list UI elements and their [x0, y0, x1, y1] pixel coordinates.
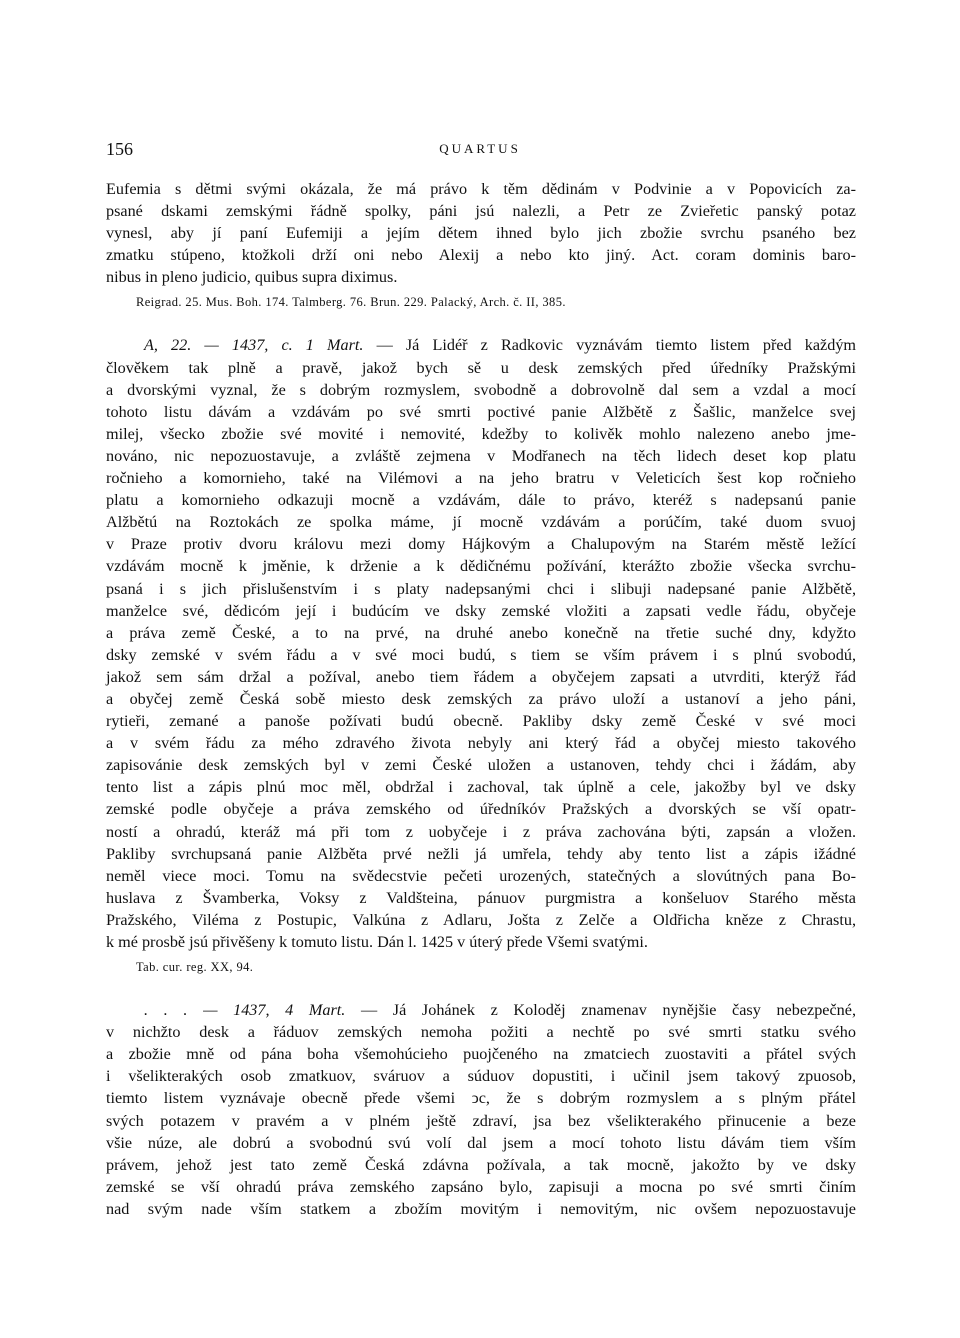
page-header — [106, 139, 854, 163]
text-line: Alžbětú na Roztokách ze spolka máme, jí mocně vzdávám a porúčím, také duom svuoj — [106, 513, 856, 532]
text-line: huslava z Švamberka, Voksy z Valdšteina, pánuov purgmistra a konšeluov Starého města — [106, 888, 856, 907]
text-line: a obyčej země Česká sobě miesto desk zemských za právo uloží a ustanoví a jeho páni, — [106, 689, 856, 708]
text-line: právem, jehož jest tato země Česká zdávna požívala, a tak mocně, jakožto by ve dsky — [106, 1155, 856, 1174]
text-line: v nichžto desk a řáduov zemských nemoha požiti a nechtě po své smrti statku svého — [106, 1023, 856, 1042]
entry-2-paragraph — [106, 334, 856, 953]
text-line: tento list a zápis plnú moc měl, obdržal i zachoval, tak úplně a cele, jakožby byl ve dsky — [106, 778, 856, 797]
text-line: neměl viece moci. Tomu na svědecstvie pečeti urozených, statečných a slovútných pana Bo- — [106, 866, 856, 885]
text-line: a v svém řádu za mého zdravého života nebyly ani který řád a obyčej miesto takového — [106, 734, 856, 753]
text-line: v Praze protiv dvoru královu mezi domy Hájkovým a Chalupovým na Starém městě ležící — [106, 535, 856, 554]
text-line: tiemto listem vyznávaje obecně přede všemi ↄc, že s dobrým rozmyslem a s plným přátel — [106, 1089, 856, 1108]
text-line: všie núze, ale dobrú a svobodnú svú volí dal jsem a mocí tohoto listu dávám tiem vším — [106, 1133, 856, 1152]
text-line: a dvorskými vyznal, že s dobrým rozmyslem, svobodně a dobrovolně dal sem a vzdal a mocí — [106, 380, 856, 399]
text-line: zemské se vší ohradú práva zemského zapsáno bylo, zapisuji a mocna po své smrti činím — [106, 1177, 856, 1196]
entry-2-heading: A, 22. — 1437, c. 1 Mart. — [144, 336, 364, 355]
text-line: nibus in pleno judicio, quibus supra diximus. — [106, 268, 398, 287]
text-line: zapisovánie desk zemských byl v zemi České uložen a ustanoven, tehdy chci i žádám, aby — [106, 756, 856, 775]
text-line: milej, všecko zbožie své movité i nemovité, kdežby to kolivěk mohlo nalezeno anebo jme- — [106, 424, 856, 443]
text-line: rytieři, zemané a panoše požívati budú obecně. Pakliby dsky země České v své moci — [106, 712, 856, 731]
entry-3-heading: . . . — 1437, 4 Mart. — [144, 1001, 346, 1020]
text-line: tohoto listu dávám a vzdávám po své smrti poctivé panie Alžbětě z Šašlic, manželce svej — [106, 402, 856, 421]
page-content — [106, 178, 856, 1220]
entry-3-paragraph — [106, 999, 856, 1220]
running-head: QUARTUS — [439, 141, 521, 156]
text-line: zmatku stúpeno, ktožkoli drží oni nebo Alexij a nebo kto jiný. Act. coram dominis baro- — [106, 246, 856, 265]
text-line: dsky zemské v svém řádu a v své moci budú, s tiem se vším právem i s plnú svobodú, — [106, 645, 856, 664]
entry-1-paragraph — [106, 178, 856, 288]
text-line: a zbožie mně od pána boha všemohúcieho puojčeného na zmatciech zuostaviti a přátel svých — [106, 1045, 856, 1064]
text-line: i všelikterakých osob zmatkuov, sváruov a súduov dopustiti, i učinil jsem takový zpuosob, — [106, 1067, 856, 1086]
text-line: Eufemia s dětmi svými okázala, že má právo k těm dědinám v Podvinie a v Popovicích za- — [106, 180, 856, 198]
text-line: svých potazem v pravém a v plném ještě zdraví, jsa bez všelikterakého přinucenie a beze — [106, 1111, 856, 1130]
page-number: 156 — [106, 139, 133, 159]
text-line: a práva země České, a to na prvé, na druhé anebo konečně na třetie suché dny, kdyžto — [106, 623, 856, 642]
text-line: jakož sem sám držal a požíval, anebo tiem řádem a obyčejem zapsati a utvrditi, kterýž řád — [106, 667, 856, 686]
text-line: nováno, nic nepozuostavuje, a zvláště zejmena v Modřanech na těch lidech deset kop platu — [106, 446, 856, 465]
text-line: psaná i s jich přislušenstvím i s platy nadepsanými chci i slibuji nadepsané panie Alžbětě, — [106, 579, 856, 598]
text-line: platu a komornieho odkazuji mocně a vzdávám, dále to právo, kteréž s nadepsanú panie — [106, 491, 856, 510]
text-line: nad svým nade vším statkem a zbožím movitým i nemovitým, nic ovšem nepozuostavuje — [106, 1199, 856, 1218]
text-line: Pražského, Viléma z Postupic, Valkúna z Adlaru, Jošta z Zelče a Oldřicha kněze z Chrastu, — [106, 910, 856, 929]
text-line: k mé prosbě jsú přivěšeny k tomuto listu. Dán l. 1425 v úterý přede Všemi svatými. — [106, 933, 648, 951]
text-line: vzdávám mocně k jměnie, k drženie a k dědičnému požívání, kterážto zbožie všecka svrchu- — [106, 557, 856, 576]
entry-3-first-line — [106, 999, 856, 1021]
text-line: ročnieho a komornieho, také na Vilémovi a na jeho bratru v Veleticích šest kop ročnieho — [106, 469, 856, 488]
entry-2-first-line — [106, 334, 856, 356]
entry-1-source: Reigrad. 25. Mus. Boh. 174. Talmberg. 76. Brun. 229. Palacký, Arch. č. II, 385. — [136, 295, 566, 310]
text-line: zemské podle obyčeje a práva zemského od úředníkóv Pražských a dvorských se vší opatr- — [106, 800, 856, 819]
entry-3-first-line-text: — Já Johánek z Koloděj znamenav nynějšie časy nebezpečné, — [360, 1001, 856, 1020]
text-line: Pakliby svrchupsaná panie Alžběta prvé nežli já umřela, tehdy aby tento list a zápis ižádné — [106, 844, 856, 863]
entry-2-source: Tab. cur. reg. XX, 94. — [136, 960, 254, 975]
text-line: psané dskami zemskými řádně spolky, páni jsú nalezli, a Petr ze Zvieřetic panský potaz — [106, 202, 856, 221]
entry-2-first-line-text: — Já Lidéř z Radkovic vyznávám tiemto listem před každým — [376, 336, 857, 355]
text-line: člověkem tak plně a pravě, jakož bych sě u desk zemských před úředníky Pražskými — [106, 358, 856, 377]
text-line: vynesl, aby jí paní Eufemiji a jejím dětem ihned bylo jich zbožie svrchu psaného bez — [106, 224, 856, 243]
text-line: manželce své, dědicóm její i budúcím ve dsky zemské vložiti a zapsati vedle řádu, obyčeje — [106, 601, 856, 620]
text-line: ností a ohradú, kteráž má při tom z uobyčeje i z práva zachována býti, zapsán a vložen. — [106, 822, 856, 841]
